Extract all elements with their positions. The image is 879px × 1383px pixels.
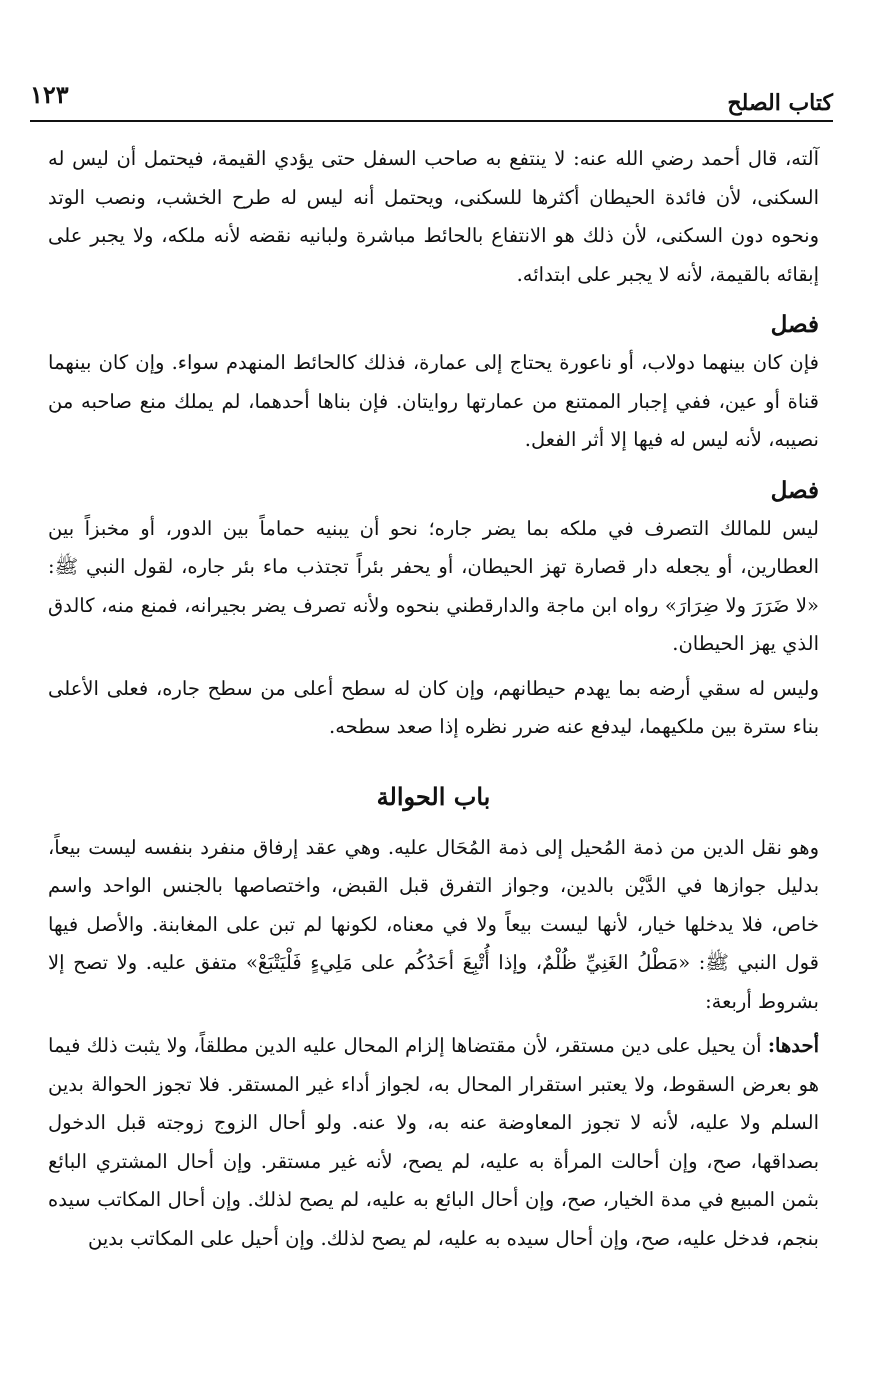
running-head-title: كتاب الصلح bbox=[727, 90, 833, 116]
paragraph-text: أن يحيل على دين مستقر، لأن مقتضاها إلزام المحال عليه الدين مطلقاً، ولا يثبت ذلك فيما هو بعرض السقوط، ولا يعتبر استقرار المحال به، لجواز أداء غير المستقر. فلا تجوز الحوالة بدين السلم ولا عليه، لأنه لا تجوز المعاوضة عنه به، ولا عنه. ولو أحال الزوج زوجته قبل الدخول بصداقها، صح، وإن أحالت المرأة به عليه، لم يصح، لأنه غير مستقر. وإن أحال المشتري البائع بثمن المبيع في مدة الخيار، صح، وإن أحال البائع به عليه، لم يصح لذلك. وإن أحال المكاتب سيده بنجم، فدخل عليه، صح، وإن أحال سيده به عليه، لم يصح لذلك. وإن أحيل على المكاتب بدين bbox=[48, 1034, 819, 1250]
paragraph: فإن كان بينهما دولاب، أو ناعورة يحتاج إلى عمارة، فذلك كالحائط المنهدم سواء. وإن كان بينهما قناة أو عين، ففي إجبار الممتنع من عمارتها روايتان. فإن بناها أحدهما، لم يملك منع صاحبه من نصيبه، لأنه ليس له فيها إلا أثر الفعل. bbox=[48, 351, 819, 451]
page-body bbox=[48, 140, 819, 1258]
section-heading: فصل bbox=[770, 476, 819, 504]
header-rule bbox=[30, 120, 833, 122]
paragraph: آلته، قال أحمد رضي الله عنه: لا ينتفع به صاحب السفل حتى يؤدي القيمة، فيحتمل أن ليس له السكنى، لأن فائدة الحيطان أكثرها للسكنى، ويحتمل أنه ليس له طرح الخشب، ونصب الوتد ونحوه دون السكنى، لأن ذلك هو الانتفاع بالحائط مباشرة ولبانيه نقضه لأنه ملكه، ولا يجبر على إبقائه بالقيمة، لأنه لا يجبر على ابتدائه. bbox=[48, 147, 819, 286]
running-head bbox=[30, 76, 833, 116]
chapter-title: باب الحوالة bbox=[376, 781, 491, 811]
paragraph-lead-word: أحدها: bbox=[767, 1034, 819, 1057]
paragraph bbox=[48, 1027, 819, 1258]
paragraph: ليس للمالك التصرف في ملكه بما يضر جاره؛ نحو أن يبنيه حماماً بين الدور، أو مخبزاً بين العطارين، أو يجعله دار قصارة تهز الحيطان، أو يحفر بئراً تجتذب ماء بئر جاره، لقول النبي ﷺ: «لا ضَرَرَ ولا ضِرَارَ» رواه ابن ماجة والدارقطني بنحوه ولأنه تصرف يضر بجيرانه، فمنع منه، كالدق الذي يهز الحيطان. bbox=[48, 516, 819, 655]
section-heading: فصل bbox=[770, 311, 819, 338]
page-number: ١٢٣ bbox=[30, 80, 69, 109]
paragraph: وليس له سقي أرضه بما يهدم حيطانهم، وإن كان له سطح أعلى من سطح جاره، فعلى الأعلى بناء سترة بين ملكيهما، ليدفع عنه ضرر نظره إذا صعد سطحه. bbox=[48, 676, 819, 738]
paragraph: وهو نقل الدين من ذمة المُحيل إلى ذمة المُحَال عليه. وهي عقد إرفاق منفرد بنفسه ليست بيعاً، بدليل جوازها في الدَّيْن بالدين، وجواز التفرق قبل القبض، واختصاصها بالجنس الواحد واسم خاص، فلا يدخلها خيار، لأنها ليست بيعاً ولا في معناه، لكونها لم تبن على المغابنة. والأصل فيها قول النبي ﷺ: «مَطْلُ الغَنِيِّ ظُلْمٌ، وإذا أُتْبِعَ أحَدُكُم على مَلِيءٍ فَلْيَتْبَعْ» متفق عليه. ولا تصح إلا بشروط أربعة: bbox=[48, 835, 819, 1013]
